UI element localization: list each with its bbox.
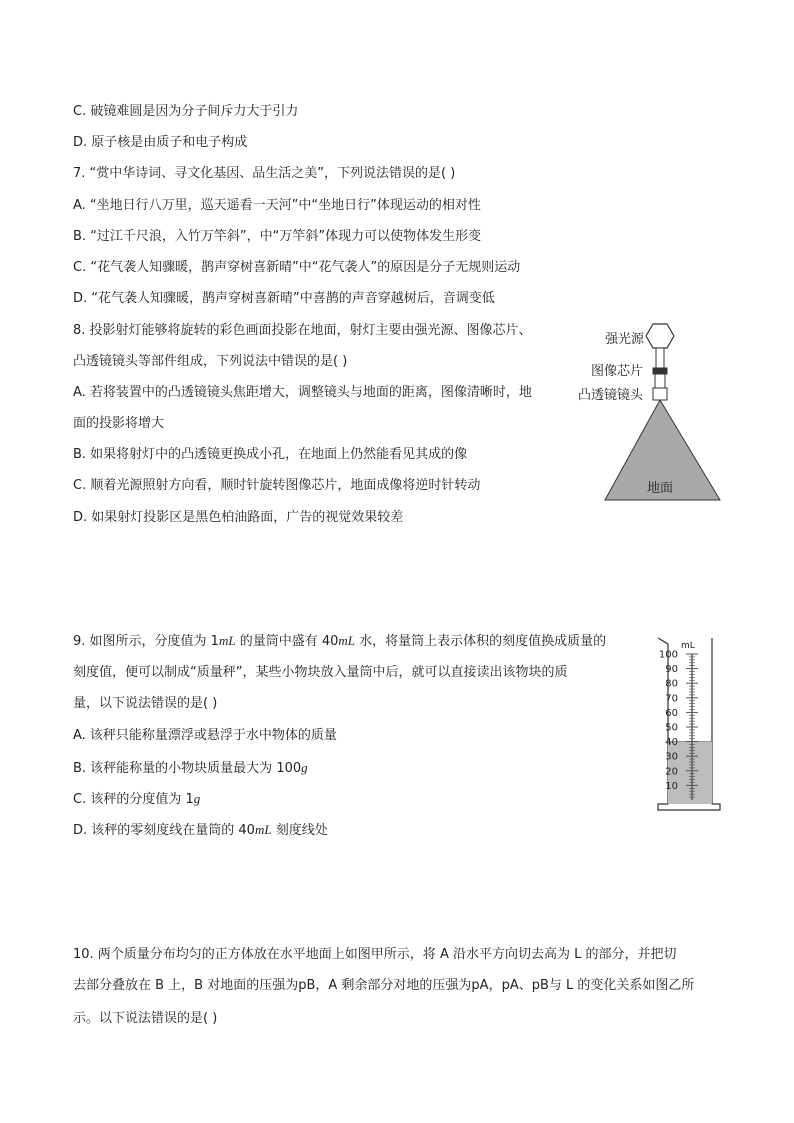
- option-b-q8: B. 如果将射灯中的凸透镜更换成小孔，在地面上仍然能看见其成的像: [73, 447, 468, 462]
- question-7: 7. “赏中华诗词、寻文化基因、品生活之美”，下列说法错误的是( ): [73, 166, 456, 181]
- question-10-line2: 去部分叠放在 B 上，B 对地面的压强为pB，A 剩余部分对地的压强为pA，pA、pB与 L 的变化关系如图乙所: [73, 978, 695, 993]
- scale-label: 30: [665, 751, 678, 763]
- scale-label: 10: [665, 780, 678, 792]
- projector-figure: [575, 318, 730, 506]
- scale-label: 40: [665, 737, 678, 749]
- option-a-q7: A. “坐地日行八万里，巡天遥看一天河”中“坐地日行”体现运动的相对性: [73, 198, 481, 213]
- light-source-shape: [646, 324, 674, 348]
- option-d-q7: D. “花气袭人知骤暖，鹊声穿树喜新晴”中喜鹊的声音穿越树后，音调变低: [73, 291, 495, 306]
- label-image-chip: 图像芯片: [591, 364, 644, 379]
- option-a-q8-line1: A. 若将装置中的凸透镜镜头焦距增大，调整镜头与地面的距离，图像清晰时，地: [73, 385, 532, 400]
- option-c-q9: C. 该秤的分度值为 1g: [73, 791, 201, 807]
- question-10-line1: 10. 两个质量分布均匀的正方体放在水平地面上如图甲所示，将 A 沿水平方向切去高为 L 的部分，并把切: [73, 947, 677, 962]
- question-8-line1: 8. 投影射灯能够将旋转的彩色画面投影在地面，射灯主要由强光源、图像芯片、: [73, 323, 532, 338]
- graduated-cylinder-figure: [654, 634, 724, 814]
- scale-label: 20: [665, 766, 678, 778]
- option-c-q8: C. 顺着光源照射方向看，顺时针旋转图像芯片，地面成像将逆时针转动: [73, 478, 481, 493]
- lens-shape: [653, 388, 667, 400]
- question-9-line3: 量，以下说法错误的是( ): [73, 696, 218, 711]
- scale-label: 60: [665, 707, 678, 719]
- question-9-line2: 刻度值，便可以制成“质量秤”，某些小物块放入量筒中后，就可以直接读出该物块的质: [73, 665, 568, 680]
- option-d-q6: D. 原子核是由质子和电子构成: [73, 135, 248, 150]
- scale-label: 90: [665, 664, 678, 676]
- question-8-line2: 凸透镜镜头等部件组成，下列说法中错误的是( ): [73, 354, 348, 369]
- stem: [656, 348, 664, 368]
- option-a-q9: A. 该秤只能称量漂浮或悬浮于水中物体的质量: [73, 728, 337, 743]
- label-ground: 地面: [647, 481, 674, 496]
- scale-label: 50: [665, 722, 678, 734]
- question-9-line1: 9. 如图所示，分度值为 1mL 的量筒中盛有 40mL 水，将量筒上表示体积的刻度值换成质量的: [73, 633, 607, 649]
- option-a-q8-line2: 面的投影将增大: [73, 416, 165, 431]
- label-light-source: 强光源: [605, 332, 645, 347]
- option-d-q8: D. 如果射灯投影区是黑色柏油路面，广告的视觉效果较差: [73, 510, 404, 525]
- lens-housing: [655, 374, 665, 388]
- label-lens: 凸透镜镜头: [578, 388, 644, 403]
- option-c-q7: C. “花气袭人知骤暖，鹊声穿树喜新晴”中“花气袭人”的原因是分子无规则运动: [73, 260, 521, 275]
- question-10-line3: 示。以下说法错误的是( ): [73, 1011, 218, 1026]
- option-d-q9: D. 该秤的零刻度线在量筒的 40mL 刻度线处: [73, 822, 328, 838]
- scale-label: 70: [665, 693, 678, 705]
- option-c-q6: C. 破镜难圆是因为分子间斥力大于引力: [73, 104, 299, 119]
- option-b-q9: B. 该秤能称量的小物块质量最大为 100g: [73, 760, 308, 776]
- unit-label: mL: [681, 641, 695, 651]
- scale-label: 80: [665, 678, 678, 690]
- option-b-q7: B. “过江千尺浪，入竹万竿斜”，中“万竿斜”体现力可以使物体发生形变: [73, 229, 482, 244]
- image-chip-shape: [653, 368, 667, 374]
- scale-label: 100: [658, 649, 678, 661]
